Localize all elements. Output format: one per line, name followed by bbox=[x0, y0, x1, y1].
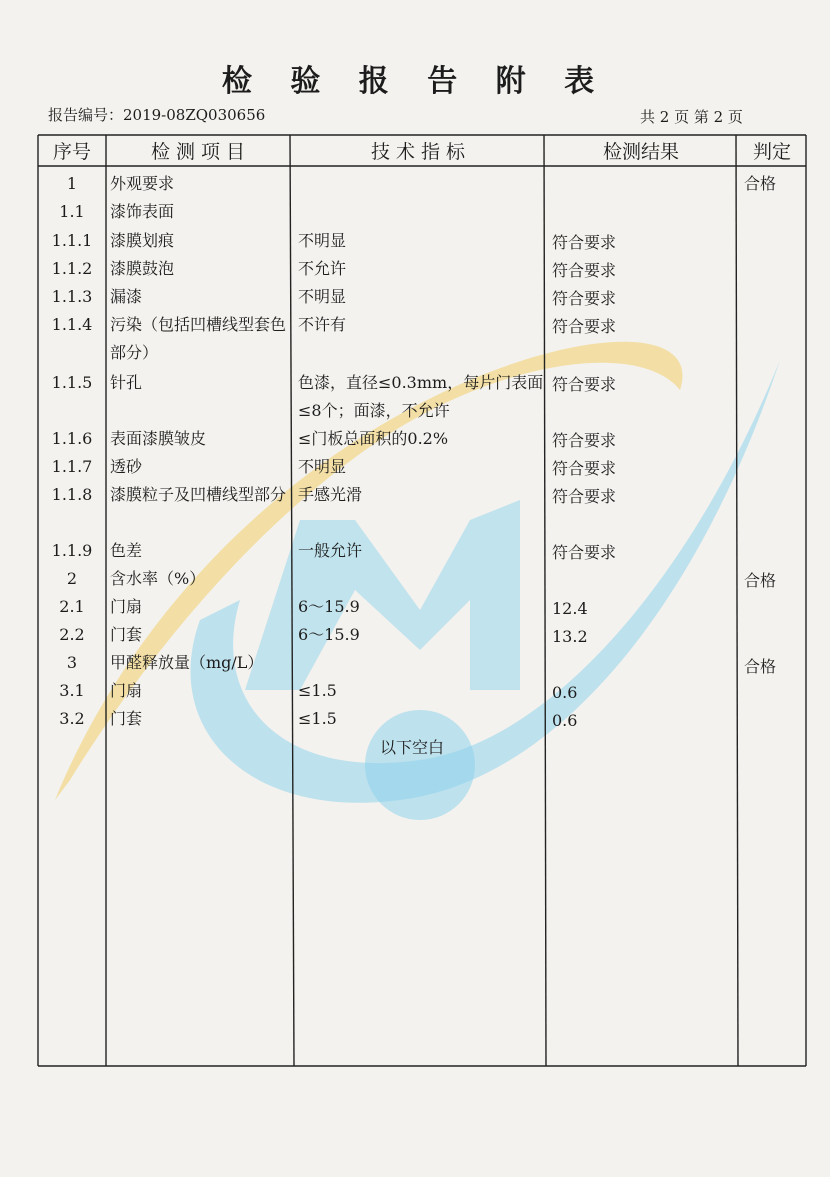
header-result: 检测结果 bbox=[602, 141, 679, 163]
row-spec: 不明显 bbox=[298, 287, 347, 306]
row-no: 1.1.4 bbox=[51, 315, 93, 334]
row-item: 甲醛释放量（mg/L） bbox=[110, 653, 264, 672]
row-item: 色差 bbox=[110, 541, 143, 560]
header-spec: 技 术 指 标 bbox=[370, 141, 466, 163]
row-item: 含水率（%） bbox=[110, 569, 206, 588]
row-item: 门套 bbox=[110, 625, 143, 644]
row-result: 12.4 bbox=[552, 599, 588, 618]
row-no: 3.1 bbox=[59, 681, 85, 700]
row-item: 表面漆膜皱皮 bbox=[110, 429, 207, 448]
page-info: 共 2 页 第 2 页 bbox=[640, 108, 743, 126]
row-no: 2.2 bbox=[59, 625, 85, 644]
row-result: 0.6 bbox=[552, 711, 578, 730]
row-spec: 不明显 bbox=[298, 231, 347, 250]
row-spec: 6～15.9 bbox=[298, 597, 360, 616]
row-spec: 6～15.9 bbox=[298, 625, 360, 644]
row-spec: ≤门板总面积的0.2% bbox=[298, 429, 449, 448]
page-title: 检 验 报 告 附 表 bbox=[221, 64, 609, 99]
row-no: 3 bbox=[66, 653, 78, 672]
row-no: 1.1.7 bbox=[51, 457, 93, 476]
row-item: 漆饰表面 bbox=[110, 202, 175, 221]
header-no: 序号 bbox=[52, 141, 91, 163]
row-item: 漆膜鼓泡 bbox=[110, 259, 175, 278]
header-item: 检 测 项 目 bbox=[150, 141, 246, 163]
blank-note: 以下空白 bbox=[380, 738, 445, 757]
row-spec: 一般允许 bbox=[298, 541, 363, 560]
row-item: 针孔 bbox=[110, 373, 143, 392]
row-result: 符合要求 bbox=[552, 289, 617, 308]
row-no: 1.1 bbox=[59, 202, 85, 221]
row-spec: ≤1.5 bbox=[298, 681, 337, 700]
row-item: 门套 bbox=[110, 709, 143, 728]
row-spec: 不明显 bbox=[298, 457, 347, 476]
row-no: 3.2 bbox=[59, 709, 85, 728]
header-judge: 判定 bbox=[752, 141, 791, 163]
row-result: 符合要求 bbox=[552, 317, 617, 336]
row-no: 1.1.5 bbox=[51, 373, 93, 392]
row-item: 门扇 bbox=[110, 597, 143, 616]
row-result: 符合要求 bbox=[552, 261, 617, 280]
row-spec: 色漆，直径≤0.3mm，每片门表面≤8个；面漆，不允许 bbox=[298, 373, 544, 420]
report-number: 报告编号：2019-08ZQ030656 bbox=[48, 106, 266, 124]
row-no: 1 bbox=[66, 174, 78, 193]
row-item: 漆膜划痕 bbox=[110, 231, 175, 250]
row-judge: 合格 bbox=[744, 174, 777, 193]
row-no: 1.1.1 bbox=[51, 231, 93, 250]
row-result: 符合要求 bbox=[552, 431, 617, 450]
row-item: 污染（包括凹槽线型套色部分） bbox=[110, 315, 287, 362]
row-result: 符合要求 bbox=[552, 487, 617, 506]
row-item: 漆膜粒子及凹槽线型部分 bbox=[110, 485, 287, 504]
row-no: 1.1.2 bbox=[51, 259, 93, 278]
row-item: 漏漆 bbox=[110, 287, 143, 306]
row-spec: 不许有 bbox=[298, 315, 347, 334]
row-result: 符合要求 bbox=[552, 233, 617, 252]
row-no: 1.1.6 bbox=[51, 429, 93, 448]
row-judge: 合格 bbox=[744, 571, 777, 590]
row-no: 1.1.8 bbox=[51, 485, 93, 504]
row-no: 2 bbox=[66, 569, 78, 588]
row-item: 门扇 bbox=[110, 681, 143, 700]
row-result: 符合要求 bbox=[552, 375, 617, 394]
row-result: 符合要求 bbox=[552, 543, 617, 562]
row-no: 2.1 bbox=[59, 597, 85, 616]
row-spec: 手感光滑 bbox=[298, 485, 363, 504]
row-judge: 合格 bbox=[744, 657, 777, 676]
row-result: 0.6 bbox=[552, 683, 578, 702]
row-result: 13.2 bbox=[552, 627, 588, 646]
row-no: 1.1.9 bbox=[51, 541, 93, 560]
row-spec: 不允许 bbox=[298, 259, 347, 278]
row-result: 符合要求 bbox=[552, 459, 617, 478]
row-item: 外观要求 bbox=[110, 174, 175, 193]
row-spec: ≤1.5 bbox=[298, 709, 337, 728]
row-item: 透砂 bbox=[110, 457, 143, 476]
row-no: 1.1.3 bbox=[51, 287, 93, 306]
